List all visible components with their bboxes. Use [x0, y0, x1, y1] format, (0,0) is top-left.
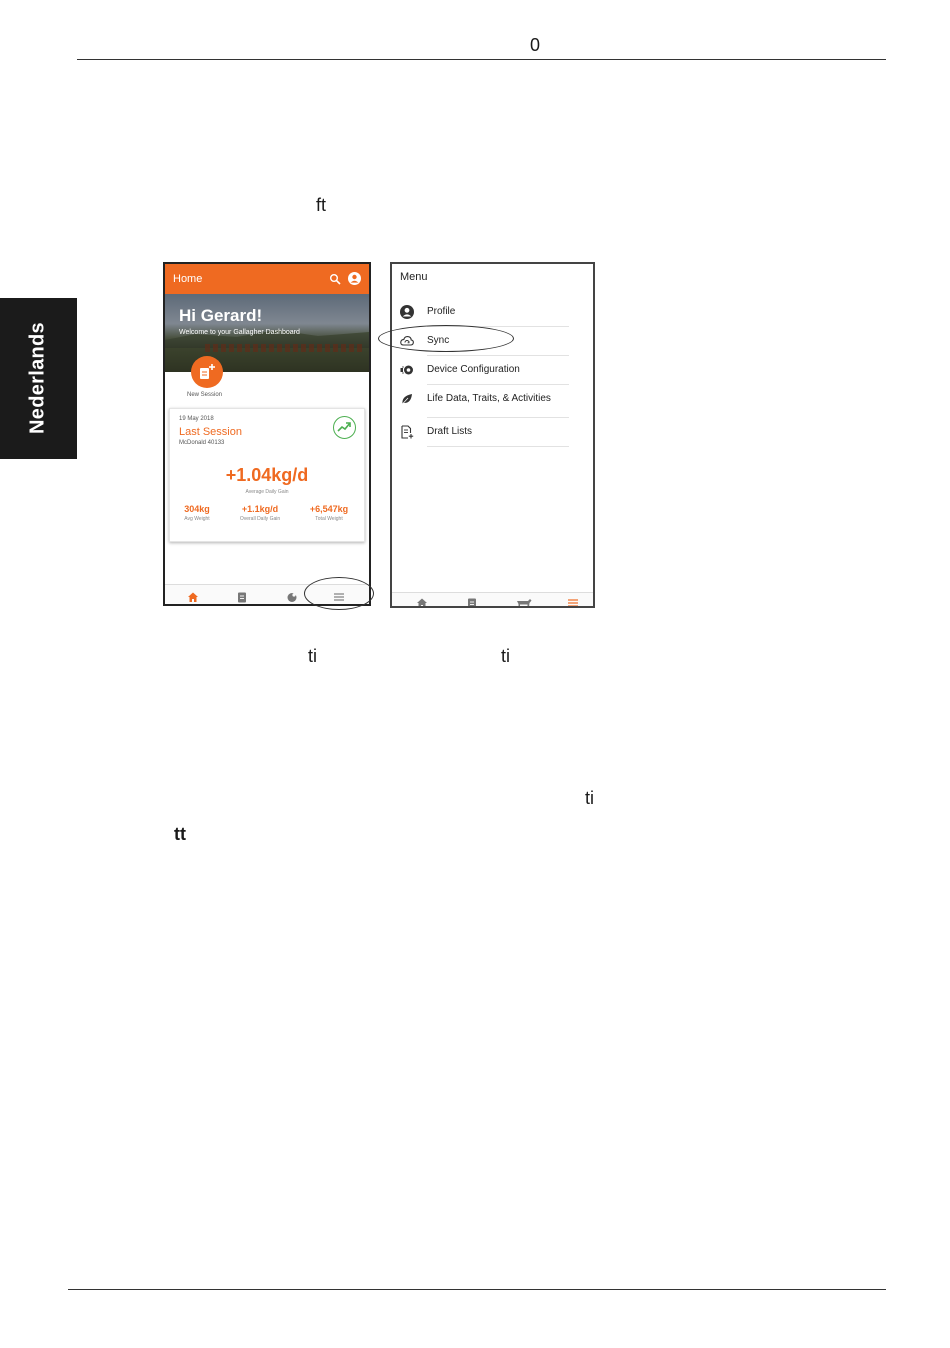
- sync-highlight-oval: [378, 325, 514, 352]
- footer-rule: [68, 1289, 886, 1290]
- last-session-card[interactable]: [169, 408, 365, 542]
- divider: [427, 384, 569, 385]
- menu-highlight-oval: [304, 577, 374, 610]
- stat-overall-daily-gain: [230, 504, 290, 522]
- menu-item-label: Profile: [427, 306, 456, 317]
- greeting: Hi Gerard!: [179, 306, 263, 325]
- text-fragment: ti: [308, 646, 317, 666]
- welcome-text: Welcome to your Gallagher Dashboard: [179, 329, 300, 336]
- menu-screen-screenshot: [390, 262, 595, 608]
- average-daily-gain-label: Average Daily Gain: [245, 489, 289, 495]
- text-fragment: ti: [585, 788, 594, 808]
- account-icon[interactable]: [348, 272, 361, 285]
- divider: [427, 355, 569, 356]
- menu-item-label: Draft Lists: [427, 426, 473, 437]
- new-session-button[interactable]: [191, 356, 223, 388]
- menu-item-label: Device Configuration: [427, 364, 520, 375]
- stat-value: +6,547kg: [309, 504, 349, 514]
- hero-cattle: [205, 344, 365, 352]
- average-daily-gain-value: +1.04kg/d: [225, 465, 309, 485]
- session-subtitle: McDonald 40133: [179, 440, 225, 446]
- language-side-tab-label: Nederlands: [26, 322, 49, 434]
- trend-up-icon: [333, 416, 356, 439]
- header-rule: [77, 59, 886, 60]
- menu-item-label: Life Data, Traits, & Activities: [427, 393, 551, 404]
- cow-icon[interactable]: [286, 591, 298, 603]
- menu-item-draft-lists[interactable]: [392, 422, 593, 442]
- bottom-nav: [392, 592, 593, 608]
- clipboard-icon[interactable]: [236, 591, 248, 603]
- stat-value: 304kg: [184, 504, 210, 514]
- language-side-tab: [0, 298, 77, 459]
- user-circle-icon: [400, 305, 414, 319]
- menu-item-label: Sync: [427, 335, 450, 346]
- menu-item-device-configuration[interactable]: [392, 360, 593, 380]
- new-session-icon: [198, 363, 216, 381]
- new-session-label: New Session: [187, 392, 223, 398]
- header-title: Home: [173, 273, 203, 285]
- device-gear-icon: [400, 363, 414, 377]
- stat-label: Overall Daily Gain: [239, 516, 281, 522]
- page-number: 0: [530, 35, 541, 55]
- draft-list-icon: [400, 425, 414, 439]
- stat-value: +1.1kg/d: [241, 504, 279, 514]
- leaf-icon: [400, 392, 414, 406]
- text-fragment: tt: [174, 824, 186, 844]
- home-icon[interactable]: [416, 597, 428, 608]
- menu-icon[interactable]: [567, 597, 579, 608]
- divider: [427, 417, 569, 418]
- session-date: 19 May 2018: [179, 416, 214, 422]
- menu-item-life-data[interactable]: [392, 389, 593, 409]
- stat-label: Avg Weight: [184, 516, 210, 522]
- text-fragment: ft: [316, 195, 327, 215]
- session-title: Last Session: [179, 426, 242, 438]
- search-icon[interactable]: [329, 273, 341, 285]
- home-screen-screenshot: [163, 262, 371, 606]
- menu-item-profile[interactable]: [392, 302, 593, 322]
- divider: [427, 446, 569, 447]
- clipboard-icon[interactable]: [466, 597, 478, 608]
- stat-label: Total Weight: [315, 516, 343, 522]
- menu-title: Menu: [400, 271, 428, 283]
- stat-avg-weight: [167, 504, 227, 522]
- home-icon[interactable]: [187, 591, 199, 603]
- cow-icon[interactable]: [516, 597, 532, 608]
- app-header: [165, 264, 369, 294]
- stat-total-weight: [299, 504, 359, 522]
- text-fragment: ti: [501, 646, 510, 666]
